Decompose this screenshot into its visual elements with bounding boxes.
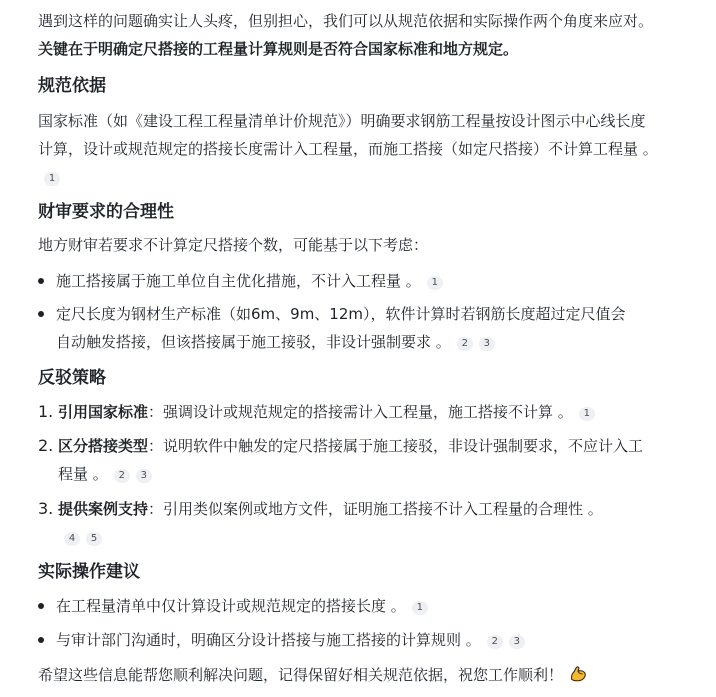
list-number: 2.: [38, 436, 54, 455]
audit-paragraph: 地方财审若要求不计算定尺搭接个数，可能基于以下考虑：: [38, 236, 429, 254]
list-item-label: ：说明软件中触发的定尺搭接属于施工接驳，非设计强制要求，不应计入工程量 。: [58, 437, 644, 483]
citation-badge[interactable]: 5: [86, 532, 102, 546]
ordered-list-item: [38, 495, 648, 551]
closing-text: 希望这些信息能帮您顺利解决问题，记得保留好相关规范依据，祝您工作顺利！: [38, 666, 564, 684]
list-item-label: ：引用类似案例或地方文件，证明施工搭接不计入工程量的合理性 。: [148, 500, 603, 518]
list-item-text: [58, 398, 648, 426]
citation-badge[interactable]: 4: [64, 532, 80, 546]
list-item: [38, 300, 638, 356]
ordered-list-item: [38, 398, 648, 426]
intro-text: 遇到这样的问题确实让人头疼，但别担心，我们可以从规范依据和实际操作两个角度来应对。: [38, 12, 654, 30]
list-item: [38, 267, 638, 295]
heading-basis: 规范依据: [38, 76, 106, 96]
list-number: 3.: [38, 499, 54, 518]
citation-badge[interactable]: 2: [487, 635, 503, 649]
list-item-text: [56, 592, 638, 620]
list-item-label: 定尺长度为钢材生产标准（如6m、9m、12m），软件计算时若钢筋长度超过定尺值会自动触发搭接，但该搭接属于施工接驳，非设计强制要求 。: [56, 305, 626, 351]
flexed-biceps-icon: [569, 665, 587, 683]
list-item-text: [56, 626, 638, 654]
list-item-text: [56, 300, 638, 356]
citation-badge[interactable]: 3: [479, 337, 495, 351]
basis-paragraph: [38, 107, 658, 191]
citation-badge[interactable]: 1: [579, 407, 595, 421]
intro-bold-text: 关键在于明确定尺搭接的工程量计算规则是否符合国家标准和地方规定。: [38, 40, 519, 58]
citation-badge[interactable]: 2: [114, 469, 130, 483]
intro-paragraph: [38, 7, 658, 63]
list-item-text: [58, 432, 648, 488]
list-number: 1.: [38, 402, 54, 421]
list-item-bold-label: 提供案例支持: [58, 500, 149, 518]
bullet-dot-icon: [38, 637, 44, 643]
list-item-label: 在工程量清单中仅计算设计或规范规定的搭接长度 。: [56, 597, 406, 615]
bullet-dot-icon: [38, 603, 44, 609]
basis-text: 国家标准（如《建设工程工程量清单计价规范》）明确要求钢筋工程量按设计图示中心线长度计算，设计或规范规定的搭接长度需计入工程量，而施工搭接（如定尺搭接）不计算工程量 。: [38, 112, 658, 158]
citation-badge[interactable]: 3: [136, 469, 152, 483]
list-item: [38, 592, 638, 620]
list-item-label: ：强调设计或规范规定的搭接需计入工程量，施工搭接不计算 。: [148, 403, 573, 421]
citation-badge[interactable]: 3: [509, 635, 525, 649]
heading-audit: 财审要求的合理性: [38, 202, 174, 222]
citation-badge[interactable]: 1: [412, 601, 428, 615]
heading-rebuttal: 反驳策略: [38, 368, 106, 388]
bullet-dot-icon: [38, 311, 44, 317]
list-item-text: [58, 495, 648, 551]
closing-paragraph: [38, 661, 688, 689]
citation-badge[interactable]: 1: [427, 276, 443, 290]
bullet-dot-icon: [38, 278, 44, 284]
list-item-bold-label: 区分搭接类型: [58, 437, 149, 455]
citation-badge[interactable]: 2: [457, 337, 473, 351]
list-item-bold-label: 引用国家标准: [58, 403, 149, 421]
list-item-label: 施工搭接属于施工单位自主优化措施，不计入工程量 。: [56, 272, 421, 290]
list-item-label: 与审计部门沟通时，明确区分设计搭接与施工搭接的计算规则 。: [56, 631, 481, 649]
citation-badge[interactable]: 1: [44, 172, 60, 186]
ordered-list-item: [38, 432, 648, 488]
heading-practice: 实际操作建议: [38, 562, 140, 582]
list-item-text: [56, 267, 638, 295]
list-item: [38, 626, 638, 654]
